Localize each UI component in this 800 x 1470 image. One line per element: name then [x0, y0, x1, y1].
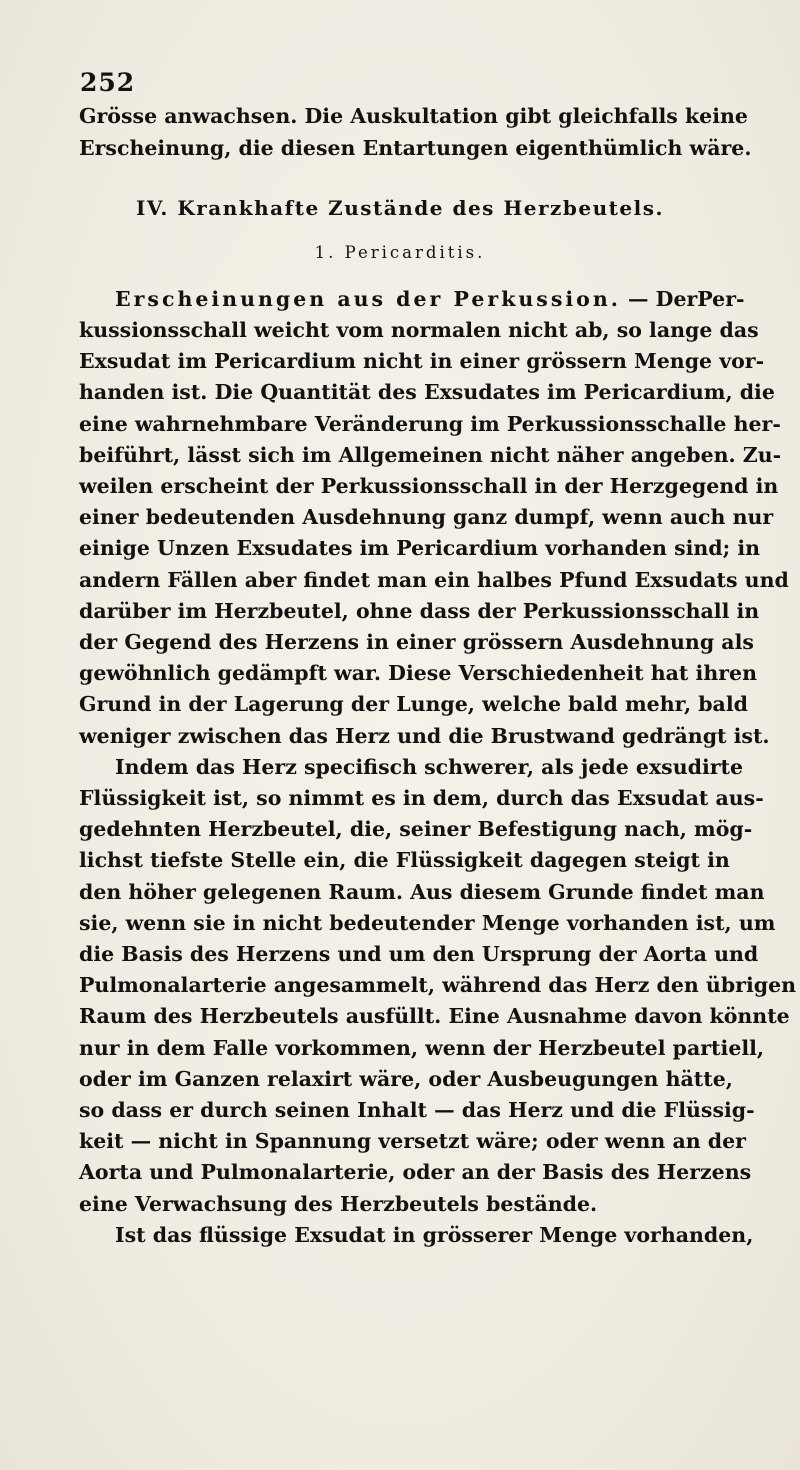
paragraph-first-line [79, 284, 745, 316]
text-line: Pulmonalarterie angesammelt, während das Herz den übrigen [79, 973, 797, 998]
text-line: oder im Ganzen relaxirt wäre, oder Ausbeugungen hätte, [79, 1066, 733, 1091]
text-line: weniger zwischen das Herz und die Brustwand gedrängt ist. [79, 723, 770, 748]
text-line: Erscheinung, die diesen Entartungen eigenthümlich wäre. [79, 136, 752, 160]
text-line: Exsudat im Pericardium nicht in einer grössern Menge vor- [79, 349, 765, 374]
text-line: handen ist. Die Quantität des Exsudates im Pericardium, die [79, 380, 775, 405]
text-line: Grund in der Lagerung der Lunge, welche bald mehr, bald [79, 692, 748, 717]
text-line: die Basis des Herzens und um den Ursprung der Aorta und [79, 942, 759, 966]
text-line: Flüssigkeit ist, so nimmt es in dem, durch das Exsudat aus- [79, 786, 764, 810]
text-line: Ist das flüssige Exsudat in grösserer Menge vorhanden, [115, 1222, 754, 1247]
text-line: gedehnten Herzbeutel, die, seiner Befestigung nach, mög- [79, 817, 753, 842]
text-line: keit — nicht in Spannung versetzt wäre; oder wenn an der [79, 1129, 746, 1154]
text-line: Raum des Herzbeutels ausfüllt. Eine Ausnahme davon könnte [79, 1004, 790, 1029]
text-line: Aorta und Pulmonalarterie, oder an der Basis des Herzens [79, 1160, 752, 1185]
run-in-heading: Erscheinungen aus der Perkussion. [115, 287, 621, 311]
text-line: lichst tiefste Stelle ein, die Flüssigkeit dagegen steigt in [79, 848, 730, 873]
text-line: sie, wenn sie in nicht bedeutender Menge vorhanden ist, um [79, 910, 776, 935]
text-line: so dass er durch seinen Inhalt — das Herz und die Flüssig- [79, 1098, 755, 1122]
text-line: einer bedeutenden Ausdehnung ganz dumpf, wenn auch nur [79, 505, 774, 530]
text-line: beiführt, lässt sich im Allgemeinen nicht näher angeben. Zu- [79, 442, 782, 467]
text-run: — DerPer- [620, 287, 745, 311]
text-line: eine wahrnehmbare Veränderung im Perkussionsschalle her- [79, 411, 781, 436]
text-line: gewöhnlich gedämpft war. Diese Verschiedenheit hat ihren [79, 661, 757, 686]
text-line: Indem das Herz specifisch schwerer, als jede exsudirte [115, 754, 744, 779]
text-line: kussionsschall weicht vom normalen nicht ab, so lange das [79, 318, 759, 342]
subsection-heading: 1. Pericarditis. [314, 243, 486, 262]
text-line: einige Unzen Exsudates im Pericardium vorhanden sind; in [79, 536, 761, 561]
text-line: nur in dem Falle vorkommen, wenn der Herzbeutel partiell, [79, 1035, 765, 1060]
text-line: weilen erscheint der Perkussionsschall in der Herzgegend in [79, 474, 779, 498]
text-line: darüber im Herzbeutel, ohne dass der Perkussionsschall in [79, 598, 760, 623]
text-line: Grösse anwachsen. Die Auskultation gibt gleichfalls keine [79, 104, 748, 128]
page-number: 252 [80, 68, 136, 97]
section-heading: IV. Krankhafte Zustände des Herzbeutels. [136, 196, 664, 220]
text-line: andern Fällen aber findet man ein halbes Pfund Exsudats und [79, 567, 789, 592]
text-line: den höher gelegenen Raum. Aus diesem Grunde findet man [79, 879, 765, 904]
text-line: eine Verwachsung des Herzbeutels bestände. [79, 1191, 598, 1216]
text-line: der Gegend des Herzens in einer grössern Ausdehnung als [79, 630, 754, 654]
